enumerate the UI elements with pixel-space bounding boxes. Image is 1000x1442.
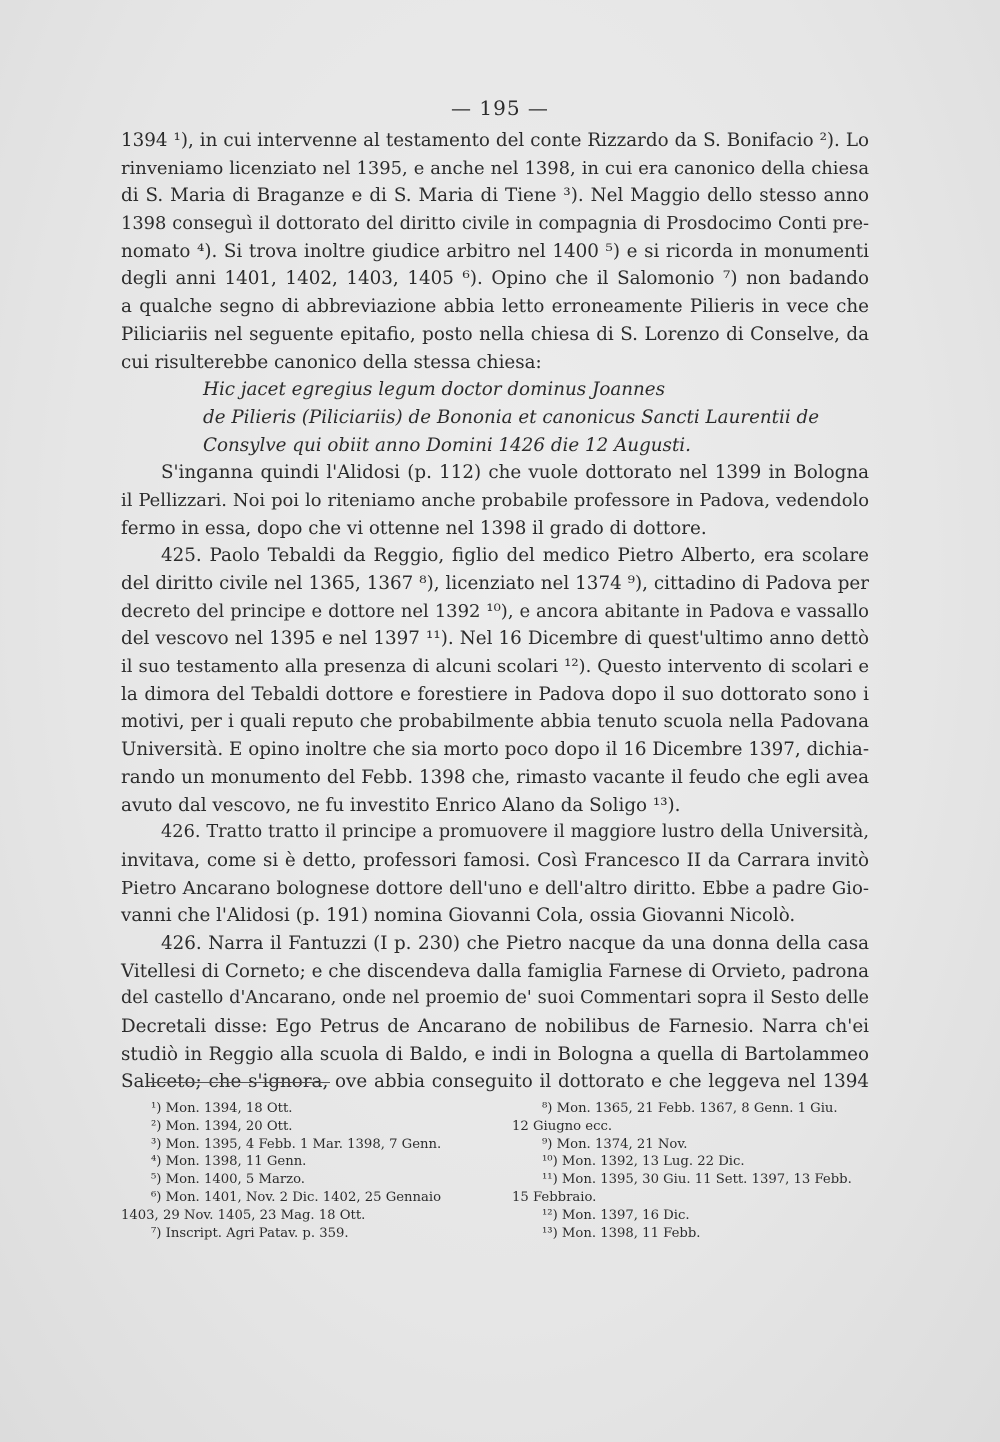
text-line: fermo in essa, dopo che vi ottenne nel 1398 il grado di dottore.	[121, 517, 707, 539]
section-426b-line: 426. Narra il Fantuzzi (I p. 230) che Pietro nacque da una donna della casa	[161, 932, 869, 954]
text-line: il Pellizzari. Noi poi lo riteniamo anche probabile professore in Padova, vedendolo	[121, 489, 869, 511]
text-line: del castello d'Ancarano, onde nel proemio de' suoi Commentari sopra il Sesto delle	[121, 988, 869, 1009]
text-line: invitava, come si è detto, professori famosi. Così Francesco II da Carrara invitò	[121, 849, 869, 871]
footnotes-left	[121, 1100, 496, 1242]
footnote: ⁴) Mon. 1398, 11 Genn.	[151, 1154, 307, 1170]
footnote: ⁶) Mon. 1401, Nov. 2 Dic. 1402, 25 Gennaio	[151, 1189, 442, 1205]
footnotes-right	[512, 1100, 870, 1242]
text-line: studiò in Reggio alla scuola di Baldo, e indi in Bologna a quella di Bartolammeo	[121, 1043, 869, 1065]
text-line: nomato ⁴). Si trova inoltre giudice arbitro nel 1400 ⁵) e si ricorda in monumenti	[121, 240, 869, 262]
text-line: del diritto civile nel 1365, 1367 ⁸), licenziato nel 1374 ⁹), cittadino di Padova per	[121, 573, 869, 594]
text-line: Vitellesi di Corneto; e che discendeva dalla famiglia Farnese di Orvieto, padrona	[121, 960, 869, 982]
footnote: ¹³) Mon. 1398, 11 Febb.	[542, 1225, 701, 1241]
footnote: ²) Mon. 1394, 20 Ott.	[151, 1118, 293, 1134]
text-line: motivi, per i quali reputo che probabilmente abbia tenuto scuola nella Padovana	[121, 711, 869, 733]
text-line: Decretali disse: Ego Petrus de Ancarano de nobilibus de Farnesio. Narra ch'ei	[121, 1016, 869, 1037]
text-line: cui risulterebbe canonico della stessa chiesa:	[121, 351, 542, 373]
footnote: ⁸) Mon. 1365, 21 Febb. 1367, 8 Genn. 1 Giu.	[542, 1101, 838, 1116]
footnote: ¹²) Mon. 1397, 16 Dic.	[542, 1207, 690, 1223]
epitaph-line: de Pilieris (Piliciariis) de Bononia et canonicus Sancti Laurentii de	[203, 406, 820, 428]
text-line: Piliciariis nel seguente epitafio, posto nella chiesa di S. Lorenzo di Conselve, da	[121, 323, 869, 345]
text-line: Pietro Ancarano bolognese dottore dell'uno e dell'altro diritto. Ebbe a padre Gio-	[121, 877, 869, 899]
footnote: ¹) Mon. 1394, 18 Ott.	[151, 1101, 293, 1116]
epitaph-line: Consylve qui obiit anno Domini 1426 die 12 Augusti.	[203, 434, 691, 456]
text-line: 1398 conseguì il dottorato del diritto civile in compagnia di Prosdocimo Conti pre-	[121, 213, 869, 235]
text-line: del vescovo nel 1395 e nel 1397 ¹¹). Nel 16 Dicembre di quest'ultimo anno dettò	[121, 628, 869, 650]
text-line: degli anni 1401, 1402, 1403, 1405 ⁶). Opino che il Salomonio ⁷) non badando	[121, 268, 869, 290]
text-line: avuto dal vescovo, ne fu investito Enrico Alano da Soligo ¹³).	[121, 794, 681, 816]
footnote: ³) Mon. 1395, 4 Febb. 1 Mar. 1398, 7 Genn.	[151, 1136, 442, 1152]
footnote: ¹⁰) Mon. 1392, 13 Lug. 22 Dic.	[542, 1154, 745, 1170]
text-line: decreto del principe e dottore nel 1392 ¹⁰), e ancora abitante in Padova e vassallo	[121, 600, 869, 622]
footnote-continuation: 12 Giugno ecc.	[512, 1118, 613, 1134]
text-line: S'inganna quindi l'Alidosi (p. 112) che vuole dottorato nel 1399 in Bologna	[161, 462, 869, 484]
text-line: rinveniamo licenziato nel 1395, e anche nel 1398, in cui era canonico della chiesa	[121, 157, 869, 179]
text-line: il suo testamento alla presenza di alcuni scolari ¹²). Questo intervento di scolari e	[121, 656, 869, 678]
text-line: rando un monumento del Febb. 1398 che, rimasto vacante il feudo che egli avea	[121, 766, 869, 788]
text-line: 1394 ¹), in cui intervenne al testamento del conte Rizzardo da S. Bonifacio ²). Lo	[121, 130, 869, 151]
footnote-continuation: 15 Febbraio.	[512, 1189, 597, 1205]
section-426-line: 426. Tratto tratto il principe a promuovere il maggiore lustro della Università,	[161, 822, 869, 843]
section-425-heading-line: 425. Paolo Tebaldi da Reggio, figlio del medico Pietro Alberto, era scolare	[161, 545, 869, 567]
text-line: la dimora del Tebaldi dottore e forestiere in Padova dopo il suo dottorato sono i	[121, 683, 869, 705]
text-line: a qualche segno di abbreviazione abbia letto erroneamente Pilieris in vece che	[121, 296, 869, 318]
text-line: Università. E opino inoltre che sia morto poco dopo il 16 Dicembre 1397, dichia-	[121, 739, 869, 761]
epitaph-line: Hic jacet egregius legum doctor dominus Joannes	[203, 379, 665, 401]
footnote-divider	[148, 1082, 330, 1083]
text-line: vanni che l'Alidosi (p. 191) nomina Giovanni Cola, ossia Giovanni Nicolò.	[121, 905, 796, 927]
page-number: — 195 —	[451, 96, 549, 120]
footnote: ⁷) Inscript. Agri Patav. p. 359.	[151, 1225, 349, 1241]
footnote: ⁵) Mon. 1400, 5 Marzo.	[151, 1172, 305, 1188]
main-text	[121, 127, 869, 1096]
footnote: ¹¹) Mon. 1395, 30 Giu. 11 Sett. 1397, 13 Febb.	[542, 1172, 852, 1188]
footnote: ⁹) Mon. 1374, 21 Nov.	[542, 1136, 688, 1152]
text-line: di S. Maria di Braganze e di S. Maria di Tiene ³). Nel Maggio dello stesso anno	[121, 185, 869, 207]
text-line: Saliceto; che s'ignora, ove abbia conseguito il dottorato e che leggeva nel 1394	[121, 1071, 869, 1093]
footnote-continuation: 1403, 29 Nov. 1405, 23 Mag. 18 Ott.	[121, 1207, 366, 1223]
